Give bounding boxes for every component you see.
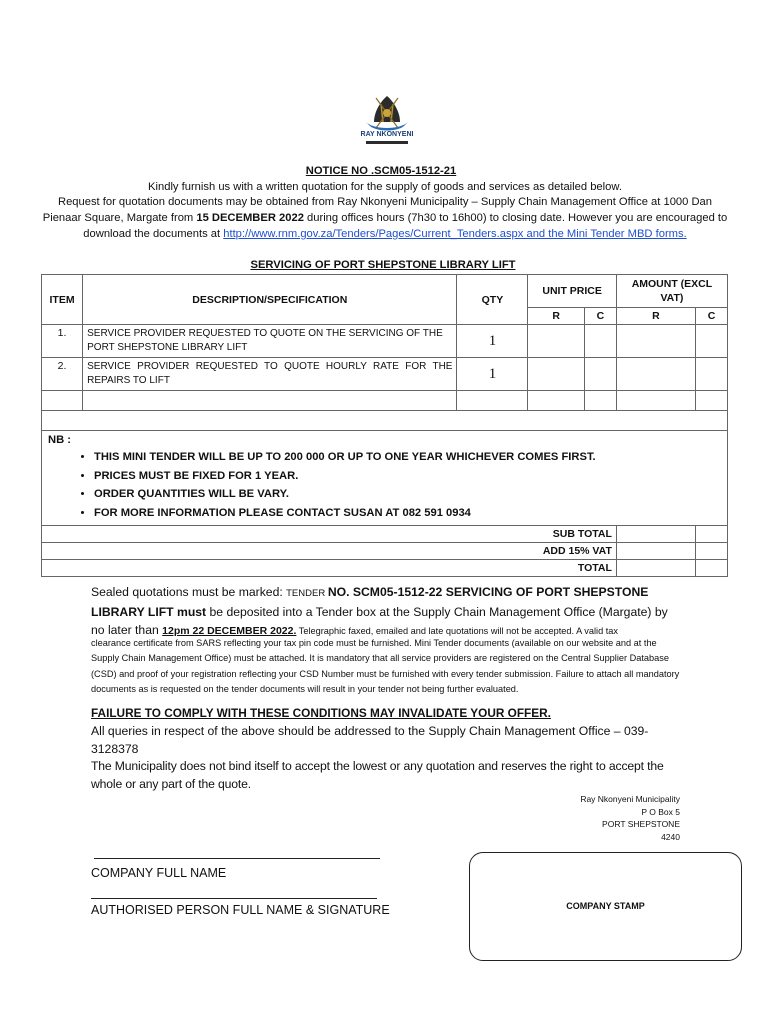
row-unit-r[interactable] (528, 358, 585, 391)
deadline-text: no later than (91, 623, 163, 637)
marking-text: Sealed quotations must be marked: (91, 585, 287, 599)
signature-line[interactable] (91, 898, 377, 899)
header-qty: QTY (457, 275, 528, 325)
row-amount-c[interactable] (696, 325, 728, 358)
vat-c[interactable] (696, 543, 728, 560)
authorised-person-label: AUTHORISED PERSON FULL NAME & SIGNATURE (91, 903, 390, 917)
queries-text: All queries in respect of the above should be addressed to the Supply Chain Management Office – 039-3128378 (91, 724, 649, 756)
row-description: SERVICE PROVIDER REQUESTED TO QUOTE ON THE SERVICING OF THE PORT SHEPSTONE LIBRARY LIFT (83, 325, 457, 358)
address-line: PORT SHEPSTONE (602, 819, 680, 830)
disclaimer-text: The Municipality does not bind itself to accept the lowest or any quotation and reserves the right to accept the whole or any part of the quote. (91, 759, 664, 791)
row-qty: 1 (457, 358, 528, 391)
nb-item: • FOR MORE INFORMATION PLEASE CONTACT SUSAN AT 082 591 0934 (94, 504, 721, 523)
intro-line-3-text: Pienaar Square, Margate from (42, 212, 197, 224)
header-unit-price: UNIT PRICE (528, 275, 616, 308)
marking-instructions (91, 583, 683, 640)
company-name-label: COMPANY FULL NAME (91, 866, 227, 880)
row-item: 2. (42, 358, 83, 391)
vat-row (42, 543, 728, 560)
subtotal-row (42, 526, 728, 543)
header-amount-r: R (616, 308, 695, 325)
nb-item: • THIS MINI TENDER WILL BE UP TO 200 000 OR UP TO ONE YEAR WHICHEVER COMES FIRST. (94, 448, 721, 467)
warning-text: FAILURE TO COMPLY WITH THESE CONDITIONS MAY INVALIDATE YOUR OFFER. (91, 706, 551, 720)
tenders-link[interactable]: http://www.rnm.gov.za/Tenders/Pages/Current_Tenders.aspx and the Mini Tender MBD forms. (223, 228, 687, 240)
intro-line-2: Request for quotation documents may be obtained from Ray Nkonyeni Municipality – Supply Chain Management Office at 1000 Dan (57, 196, 712, 208)
tender-table (41, 274, 728, 577)
header-description: DESCRIPTION/SPECIFICATION (83, 275, 457, 325)
intro-line-1: Kindly furnish us with a written quotation for the supply of goods and services as detailed below. (148, 181, 622, 193)
intro-line-3-tail: during offices hours (7h30 to 16h00) to closing date. However you are encouraged to (303, 212, 728, 224)
vat-r[interactable] (616, 543, 695, 560)
row-unit-c[interactable] (584, 325, 616, 358)
nb-row (42, 431, 728, 526)
total-row (42, 560, 728, 577)
deposit-text: be deposited into a Tender box at the Supply Chain Management Office (Margate) by (206, 605, 668, 619)
total-label: TOTAL (42, 560, 617, 577)
closing-date: 12pm 22 DECEMBER 2022. (162, 625, 297, 637)
header-unit-r: R (528, 308, 585, 325)
header-unit-c: C (584, 308, 616, 325)
row-amount-r[interactable] (616, 358, 695, 391)
logo-text: RAY NKONYENI (360, 131, 414, 138)
row-unit-r[interactable] (528, 325, 585, 358)
total-r[interactable] (616, 560, 695, 577)
intro-line-3 (0, 210, 770, 226)
notice-number: NOTICE NO .SCM05-1512-21 (305, 165, 457, 177)
address-line: P O Box 5 (641, 806, 680, 817)
nb-item: • PRICES MUST BE FIXED FOR 1 YEAR. (94, 467, 721, 486)
company-name-line[interactable] (94, 858, 380, 859)
row-item: 1. (42, 325, 83, 358)
logo-underline (366, 141, 408, 144)
row-qty: 1 (457, 325, 528, 358)
address-line: Ray Nkonyeni Municipality (580, 794, 680, 804)
company-stamp-label: COMPANY STAMP (566, 901, 645, 911)
late-quotations-text: Telegraphic faxed, emailed and late quotations will not be accepted. A valid tax (296, 626, 618, 636)
header-amount: AMOUNT (EXCL VAT) (616, 275, 727, 308)
intro-line-4 (0, 226, 770, 242)
row-amount-c[interactable] (696, 358, 728, 391)
nb-label: NB : (48, 434, 71, 446)
intro-line-4-text: download the documents at (83, 228, 224, 240)
address-line: 4240 (661, 831, 680, 842)
table-row (42, 325, 728, 358)
table-row-spacer (42, 411, 728, 431)
requirements-text: clearance certificate from SARS reflecting your tax pin code must be furnished. Mini Tender documents (available on our website and at the Supply Chain Management Office) must be attached. It is mandatory that all service providers are registered on the Central Supplier Database (CSD) and proof of your registration reflecting your CSD Number must be furnished with every tender submission. Failure to attach all mandatory documents as is requested on the tender documents will result in your tender not being further evaluated. (91, 638, 680, 694)
vat-label: ADD 15% VAT (42, 543, 617, 560)
header-amount-c: C (696, 308, 728, 325)
marking-tender-no: NO. SCM05-1512-22 SERVICING OF PORT SHEPSTONE (327, 585, 649, 599)
row-amount-r[interactable] (616, 325, 695, 358)
row-description: SERVICE PROVIDER REQUESTED TO QUOTE HOURLY RATE FOR THE REPAIRS TO LIFT (83, 358, 457, 391)
marking-tender-title: LIBRARY LIFT must (91, 605, 207, 619)
municipality-logo (352, 92, 422, 148)
company-stamp-box[interactable] (469, 852, 742, 961)
municipality-address (580, 793, 680, 843)
nb-list (48, 448, 721, 522)
table-row (42, 358, 728, 391)
table-row-empty (42, 391, 728, 411)
marking-tender: TENDER (286, 588, 328, 599)
collection-date: 15 DECEMBER 2022 (196, 212, 304, 224)
table-title: SERVICING OF PORT SHEPSTONE LIBRARY LIFT (250, 259, 516, 271)
total-c[interactable] (696, 560, 728, 577)
subtotal-c[interactable] (696, 526, 728, 543)
header-item: ITEM (42, 275, 83, 325)
subtotal-r[interactable] (616, 526, 695, 543)
nb-item: • ORDER QUANTITIES WILL BE VARY. (94, 485, 721, 504)
subtotal-label: SUB TOTAL (42, 526, 617, 543)
row-unit-c[interactable] (584, 358, 616, 391)
